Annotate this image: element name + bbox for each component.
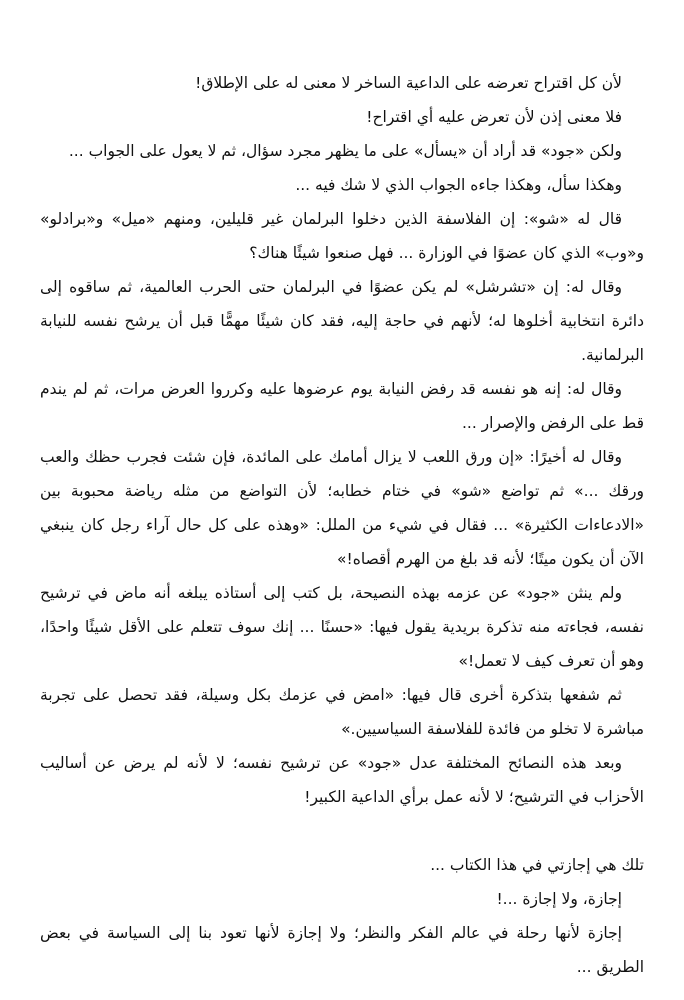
- paragraph: إجازة، ولا إجازة ...!: [496, 890, 622, 908]
- paragraph: ثم شفعها بتذكرة أخرى قال فيها: «امض في عزمك بكل وسيلة، فقد تحصل على تجربة مباشرة لا تخلو من فائدة للفلاسفة السياسيين.»: [40, 686, 644, 738]
- paragraph: قال له «شو»: إن الفلاسفة الذين دخلوا البرلمان غير قليلين، ومنهم «ميل» و«برادلو» و«وب» الذي كان عضوًا في الوزارة ... فهل صنعوا شيئًا هناك؟: [40, 210, 644, 262]
- paragraph: وقال له: إن «تشرشل» لم يكن عضوًا في البرلمان حتى الحرب العالمية، ثم ساقوه إلى دائرة انتخابية أخلوها له؛ لأنهم في حاجة إليه، فقد كان شيئًا مهمًّا قبل أن يرشح نفسه للنيابة البرلمانية.: [40, 278, 644, 364]
- paragraph: ولم ينثن «جود» عن عزمه بهذه النصيحة، بل كتب إلى أستاذه يبلغه أنه ماض في ترشيح نفسه، فجاءته منه تذكرة بريدية يقول فيها: «حسنًا ... إنك سوف تتعلم على الأقل شيئًا واحدًا، وهو أن تعرف كيف لا تعمل!»: [40, 584, 644, 670]
- book-page: [40, 66, 644, 984]
- paragraph: لأن كل اقتراح تعرضه على الداعية الساخر لا معنى له على الإطلاق!: [195, 74, 622, 92]
- paragraph: وبعد هذه النصائح المختلفة عدل «جود» عن ترشيح نفسه؛ لا لأنه لم يرض عن أساليب الأحزاب في الترشيح؛ لا لأنه عمل برأي الداعية الكبير!: [40, 754, 644, 806]
- paragraph: إجازة لأنها رحلة في عالم الفكر والنظر؛ ولا إجازة لأنها تعود بنا إلى السياسة في بعض الطريق ...: [40, 924, 644, 976]
- section-break: [40, 814, 644, 848]
- paragraph: تلك هي إجازتي في هذا الكتاب ...: [430, 856, 644, 874]
- paragraph: فلا معنى إذن لأن تعرض عليه أي اقتراح!: [366, 108, 622, 126]
- paragraph: ولكن «جود» قد أراد أن «يسأل» على ما يظهر مجرد سؤال، ثم لا يعول على الجواب ...: [68, 142, 622, 160]
- paragraph: وقال له أخيرًا: «إن ورق اللعب لا يزال أمامك على المائدة، فإن شئت فجرب حظك والعب ورقك ...» ثم تواضع «شو» في ختام خطابه؛ لأن التواضع من مثله رياضة محبوبة بين «الادعاءات الكثيرة» ... فقال في شيء من الملل: «وهذه على كل حال آراء رجل كان ينبغي الآن أن يكون ميتًا؛ لأنه قد بلغ من الهرم أقصاه!»: [40, 448, 644, 568]
- paragraph: وقال له: إنه هو نفسه قد رفض النيابة يوم عرضوها عليه وكرروا العرض مرات، ثم لم يندم قط على الرفض والإصرار ...: [40, 380, 644, 432]
- paragraph: وهكذا سأل، وهكذا جاءه الجواب الذي لا شك فيه ...: [295, 176, 622, 194]
